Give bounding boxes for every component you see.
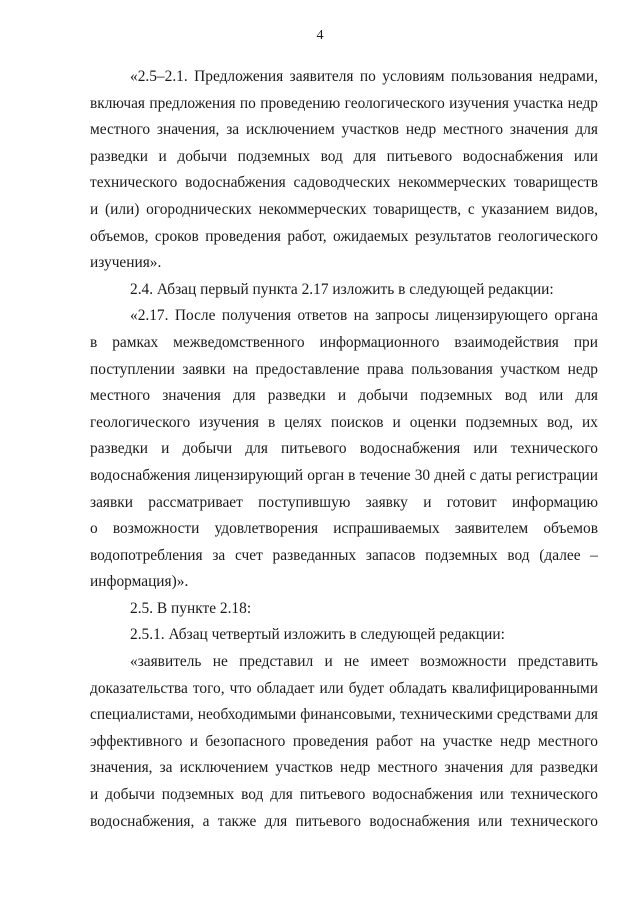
text-line: «2.17. После получения ответов на запросы лицензирующего органа <box>130 307 598 325</box>
text-line: специалистами, необходимыми финансовыми, техническими средствами для <box>90 706 598 724</box>
text-line: разведки и добычи для питьевого водоснабжения или технического <box>90 440 598 458</box>
text-line: изучения». <box>90 254 162 272</box>
text-line: поступлении заявки на предоставление права пользования участком недр <box>90 360 598 378</box>
text-line: значения, за исключением участков недр местного значения для разведки <box>90 759 598 777</box>
text-line: и (или) огороднических некоммерческих товариществ, с указанием видов, <box>90 200 598 218</box>
text-line: 2.5.1. Абзац четвертый изложить в следующей редакции: <box>130 626 505 644</box>
text-line: эффективного и безопасного проведения работ на участке недр местного <box>90 732 598 750</box>
text-line: 2.5. В пункте 2.18: <box>130 599 252 617</box>
page-number: 4 <box>316 28 324 43</box>
text-line: включая предложения по проведению геологического изучения участка недр <box>90 94 598 112</box>
text-line: водоснабжения лицензирующий орган в течение 30 дней с даты регистрации <box>90 466 598 484</box>
text-line: местного значения для разведки и добычи подземных вод или для <box>90 387 598 405</box>
text-line: разведки и добычи подземных вод для питьевого водоснабжения или <box>90 147 598 165</box>
text-line: «заявитель не представил и не имеет возможности представить <box>130 653 598 671</box>
text-line: и добычи подземных вод для питьевого водоснабжения или технического <box>90 786 598 804</box>
text-line: технического водоснабжения садоводческих некоммерческих товариществ <box>90 174 598 192</box>
text-line: в рамках межведомственного информационного взаимодействия при <box>90 333 598 351</box>
text-line: 2.4. Абзац первый пункта 2.17 изложить в следующей редакции: <box>130 280 554 298</box>
document-body <box>90 64 598 835</box>
text-line: водопотребления за счет разведанных запасов подземных вод (далее – <box>90 546 598 564</box>
text-line: доказательства того, что обладает или будет обладать квалифицированными <box>90 679 598 697</box>
text-line: объемов, сроков проведения работ, ожидаемых результатов геологического <box>90 227 598 245</box>
text-line: местного значения, за исключением участков недр местного значения для <box>90 121 598 139</box>
text-line: «2.5–2.1. Предложения заявителя по условиям пользования недрами, <box>130 68 598 85</box>
text-line: геологического изучения в целях поисков и оценки подземных вод, их <box>90 413 598 431</box>
text-line: водоснабжения, а также для питьевого водоснабжения или технического <box>90 812 598 830</box>
text-line: заявки рассматривает поступившую заявку и готовит информацию <box>90 493 598 511</box>
text-line: информация)». <box>90 573 189 591</box>
text-line: о возможности удовлетворения испрашиваемых заявителем объемов <box>90 520 598 538</box>
